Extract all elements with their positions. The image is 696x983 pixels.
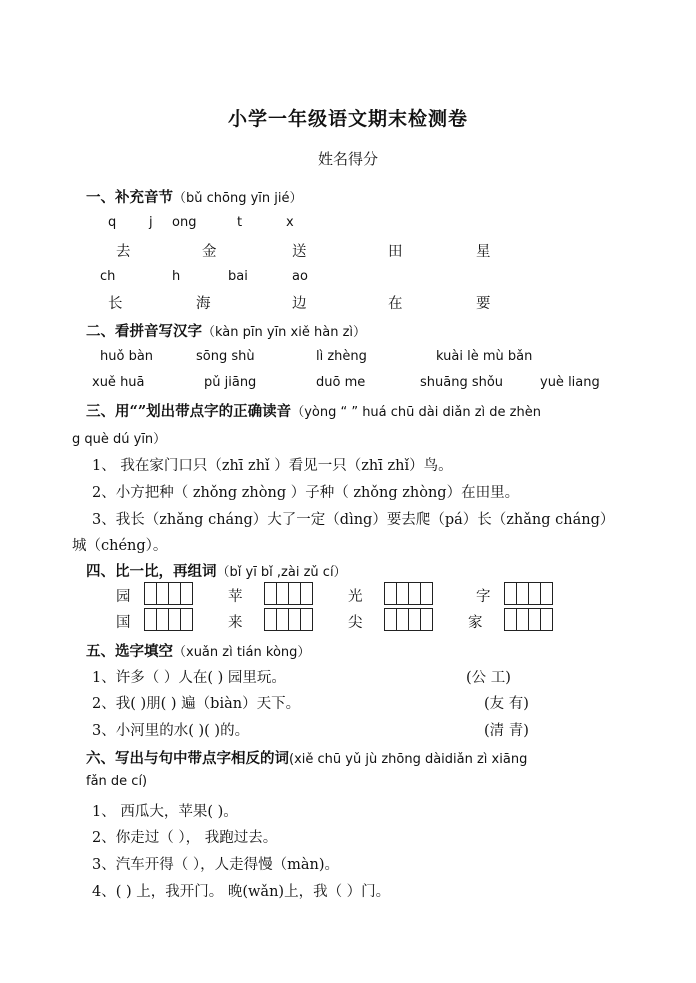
s4-char-6: 来 xyxy=(228,615,243,631)
s1-char-5: 星 xyxy=(476,244,491,260)
s6-question-2: 2、你走过（ ）， 我跑过去。 xyxy=(92,830,278,846)
s5-question-3: 3、小河里的水( )( )的。 xyxy=(92,723,250,739)
section-1-heading xyxy=(86,186,303,207)
s6-question-4: 4、( ) 上，我开门。 晚(wǎn)上，我（ ）门。 xyxy=(92,884,391,900)
s4-char-7: 尖 xyxy=(348,615,363,631)
section-4-title: 四、比一比，再组词 xyxy=(86,563,217,580)
s4-char-2: 苹 xyxy=(228,589,243,605)
s1-char-2: 金 xyxy=(202,244,217,260)
s1-pinyin-2: j xyxy=(149,215,153,230)
s3-question-2: 2、小方把种（ zhǒng zhòng ）子种（ zhǒng zhòng）在田里。 xyxy=(92,485,520,501)
section-6-heading xyxy=(86,747,527,768)
section-6-pinyin-a: (xiě chū yǔ jù zhōng dàidiǎn zì xiāng xyxy=(289,752,528,767)
s1-pinyin-8: bai xyxy=(228,269,248,284)
s4-char-4: 字 xyxy=(476,589,491,605)
s1-char-7: 海 xyxy=(196,296,211,312)
s1-char-4: 田 xyxy=(388,244,403,260)
section-1-pinyin: （bǔ chōng yīn jié） xyxy=(173,191,303,206)
s4-answer-grid-7[interactable] xyxy=(384,608,433,631)
s5-question-2: 2、我( )朋( ) 遍（biàn）天下。 xyxy=(92,696,301,712)
s4-answer-grid-3[interactable] xyxy=(384,582,433,605)
s2-word-1: huǒ bàn xyxy=(100,349,154,364)
section-5-pinyin: （xuǎn zì tián kòng） xyxy=(173,645,311,660)
section-2-pinyin: （kàn pīn yīn xiě hàn zì） xyxy=(202,325,366,340)
section-3-title: 三、用“”划出带点字的正确读音 xyxy=(86,403,292,420)
s4-char-1: 园 xyxy=(116,589,131,605)
section-3-pinyin-b: g què dú yīn） xyxy=(72,432,167,447)
section-6-title: 六、写出与句中带点字相反的词 xyxy=(86,750,289,767)
s5-options-2: (友 有) xyxy=(484,696,529,712)
s4-char-3: 光 xyxy=(348,589,363,605)
s1-char-6: 长 xyxy=(108,296,123,312)
s2-word-6: pǔ jiāng xyxy=(204,375,257,390)
s1-char-9: 在 xyxy=(388,296,403,312)
s2-word-4: kuài lè mù bǎn xyxy=(436,349,533,364)
s5-question-1: 1、许多（ ）人在( ) 园里玩。 xyxy=(92,670,286,686)
s4-answer-grid-1[interactable] xyxy=(144,582,193,605)
s3-question-1: 1、 我在家门口只（zhī zhǐ ）看见一只（zhī zhǐ）鸟。 xyxy=(92,458,453,474)
s1-pinyin-5: x xyxy=(286,215,294,230)
section-2-heading xyxy=(86,320,366,341)
section-5-heading xyxy=(86,640,310,661)
name-score-line: 姓名得分 xyxy=(317,150,378,168)
s1-pinyin-3: ong xyxy=(172,215,197,230)
s4-answer-grid-4[interactable] xyxy=(504,582,553,605)
s3-question-3b: 城（chéng）。 xyxy=(72,538,168,554)
section-5-title: 五、选字填空 xyxy=(86,643,173,660)
s5-options-3: (清 青) xyxy=(484,723,529,739)
s1-pinyin-7: h xyxy=(172,269,181,284)
s4-answer-grid-5[interactable] xyxy=(144,608,193,631)
s1-pinyin-1: q xyxy=(108,215,117,230)
s2-word-2: sōng shù xyxy=(196,349,255,364)
s2-word-7: duō me xyxy=(316,375,366,390)
s4-char-5: 国 xyxy=(116,615,131,631)
section-1-title: 一、补充音节 xyxy=(86,189,173,206)
s1-char-8: 边 xyxy=(292,296,307,312)
s1-pinyin-4: t xyxy=(237,215,243,230)
s1-char-3: 送 xyxy=(292,244,307,260)
s1-pinyin-9: ao xyxy=(292,269,308,284)
s1-char-1: 去 xyxy=(116,244,131,260)
section-4-heading xyxy=(86,560,347,581)
s3-question-3a: 3、我长（zhǎng cháng）大了一定（dìng）要去爬（pá）长（zhǎng cháng） xyxy=(92,512,615,528)
s2-word-5: xuě huā xyxy=(92,375,145,390)
s2-word-8: shuāng shǒu xyxy=(420,375,504,390)
section-4-pinyin: （bǐ yī bǐ ,zài zǔ cí） xyxy=(216,565,347,580)
s2-word-9: yuè liang xyxy=(540,375,600,390)
section-6-pinyin-b: fǎn de cí) xyxy=(86,774,148,789)
section-2-title: 二、看拼音写汉字 xyxy=(86,323,202,340)
page-title: 小学一年级语文期末检测卷 xyxy=(227,108,468,130)
s6-question-1: 1、 西瓜大，苹果( )。 xyxy=(92,804,238,820)
s5-options-1: (公 工) xyxy=(466,670,511,686)
section-3-heading xyxy=(86,400,541,421)
s6-question-3: 3、汽车开得（ ），人走得慢（màn)。 xyxy=(92,857,339,873)
section-3-pinyin-a: （yòng “ ” huá chū dài diǎn zì de zhèn xyxy=(291,405,541,420)
s1-pinyin-6: ch xyxy=(100,269,116,284)
s1-char-10: 要 xyxy=(476,296,491,312)
s4-answer-grid-6[interactable] xyxy=(264,608,313,631)
s4-answer-grid-2[interactable] xyxy=(264,582,313,605)
s4-char-8: 家 xyxy=(468,615,483,631)
s2-word-3: lì zhèng xyxy=(316,349,367,364)
s4-answer-grid-8[interactable] xyxy=(504,608,553,631)
